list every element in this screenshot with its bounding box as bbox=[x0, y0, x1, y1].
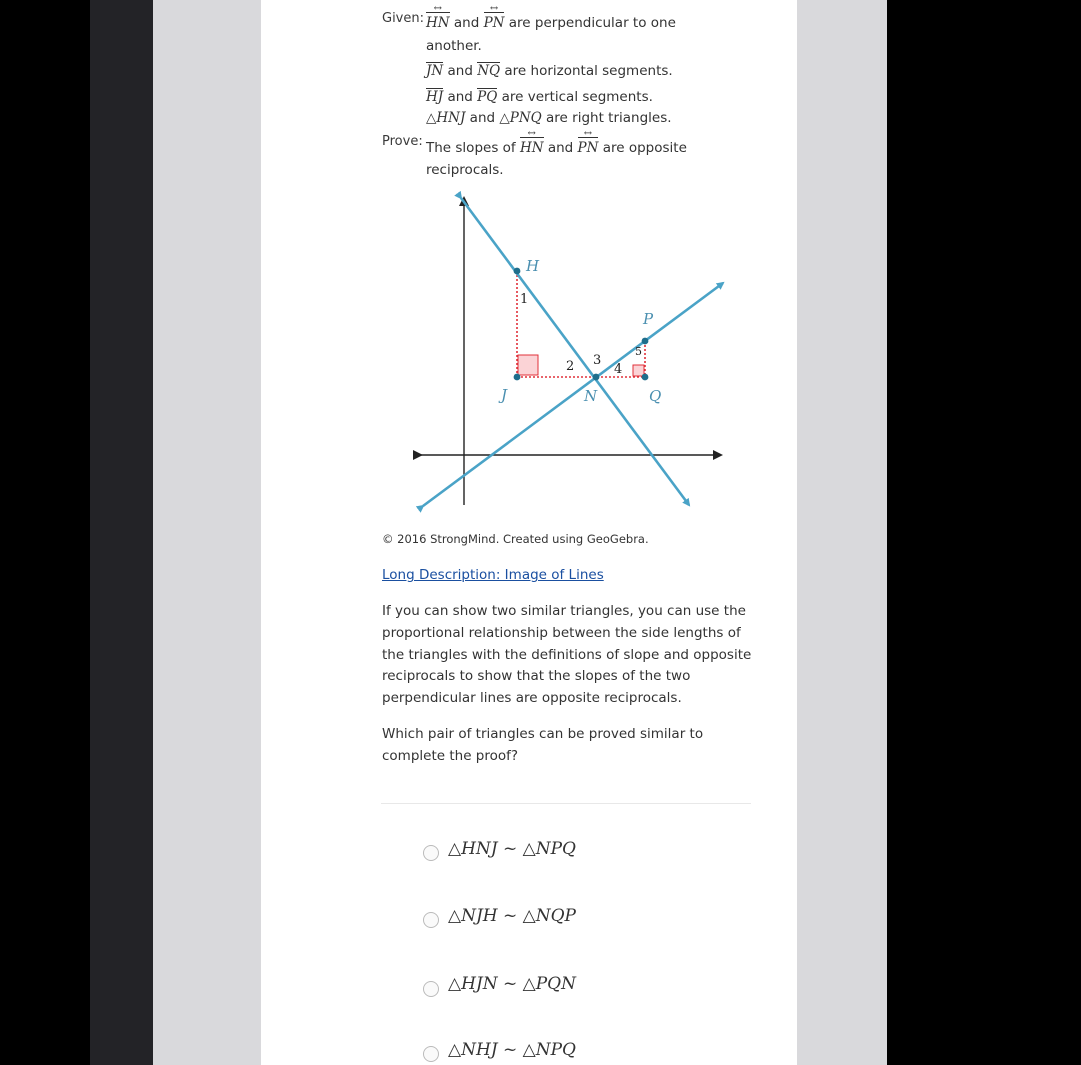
question-page bbox=[261, 0, 797, 1065]
option-3-radio[interactable] bbox=[423, 981, 439, 997]
line-pn-drawn bbox=[423, 283, 723, 506]
option-1-radio[interactable] bbox=[423, 845, 439, 861]
point-q bbox=[642, 374, 649, 381]
right-gray-margin bbox=[797, 0, 887, 1065]
left-gray-margin bbox=[153, 0, 261, 1065]
line-hn: HN ↔ bbox=[426, 15, 450, 31]
given-line-3: JN and NQ are horizontal segments. bbox=[426, 63, 673, 79]
label-j: J bbox=[501, 386, 508, 404]
question-prompt: Which pair of triangles can be proved similar to complete the proof? bbox=[382, 726, 704, 764]
option-4-radio[interactable] bbox=[423, 1046, 439, 1062]
prove-line-1: The slopes of HN ↔ and PN ↔ are opposite bbox=[426, 140, 687, 156]
angle-2: 2 bbox=[566, 359, 575, 374]
option-3-label[interactable]: △HJN ~ △PQN bbox=[448, 974, 576, 994]
given-line-1: HN ↔ and PN ↔ are perpendicular to one bbox=[426, 15, 676, 31]
point-h bbox=[514, 268, 521, 275]
given-line-5: △HNJ and △PNQ are right triangles. bbox=[426, 110, 672, 126]
angle-1: 1 bbox=[520, 292, 529, 307]
point-n bbox=[593, 374, 600, 381]
angle-4: 4 bbox=[614, 362, 623, 377]
long-description-link[interactable]: Long Description: Image of Lines bbox=[382, 567, 604, 583]
line-hn-drawn bbox=[461, 198, 689, 505]
point-j bbox=[514, 374, 521, 381]
option-2-label[interactable]: △NJH ~ △NQP bbox=[448, 906, 576, 926]
option-2-radio[interactable] bbox=[423, 912, 439, 928]
label-n: N bbox=[584, 387, 598, 405]
explanation-paragraph: If you can show two similar triangles, you can use the proportional relationship between the side lengths of the triangles with the definitions of slope and opposite reciprocals to show that the slopes of the two perpendicular lines are opposite reciprocals. bbox=[382, 603, 752, 707]
figure-credit: © 2016 StrongMind. Created using GeoGebra. bbox=[382, 532, 649, 546]
label-h: H bbox=[526, 257, 540, 275]
right-angle-j bbox=[518, 355, 538, 375]
prove-label: Prove: bbox=[382, 134, 423, 149]
given-label: Given: bbox=[382, 11, 424, 26]
prove-line-2: reciprocals. bbox=[426, 162, 504, 178]
given-line-2: another. bbox=[426, 38, 482, 54]
left-dark-bar bbox=[90, 0, 153, 1065]
label-q: Q bbox=[649, 387, 662, 405]
point-p bbox=[642, 338, 649, 345]
line-pn: PN ↔ bbox=[484, 15, 505, 31]
angle-5: 5 bbox=[635, 345, 642, 358]
geometry-figure bbox=[401, 190, 741, 520]
divider bbox=[381, 803, 751, 804]
option-4-label[interactable]: △NHJ ~ △NPQ bbox=[448, 1040, 576, 1060]
angle-3: 3 bbox=[593, 353, 602, 368]
given-line-4: HJ and PQ are vertical segments. bbox=[426, 89, 653, 105]
right-angle-q bbox=[633, 365, 644, 376]
label-p: P bbox=[643, 310, 654, 328]
option-1-label[interactable]: △HNJ ~ △NPQ bbox=[448, 839, 576, 859]
